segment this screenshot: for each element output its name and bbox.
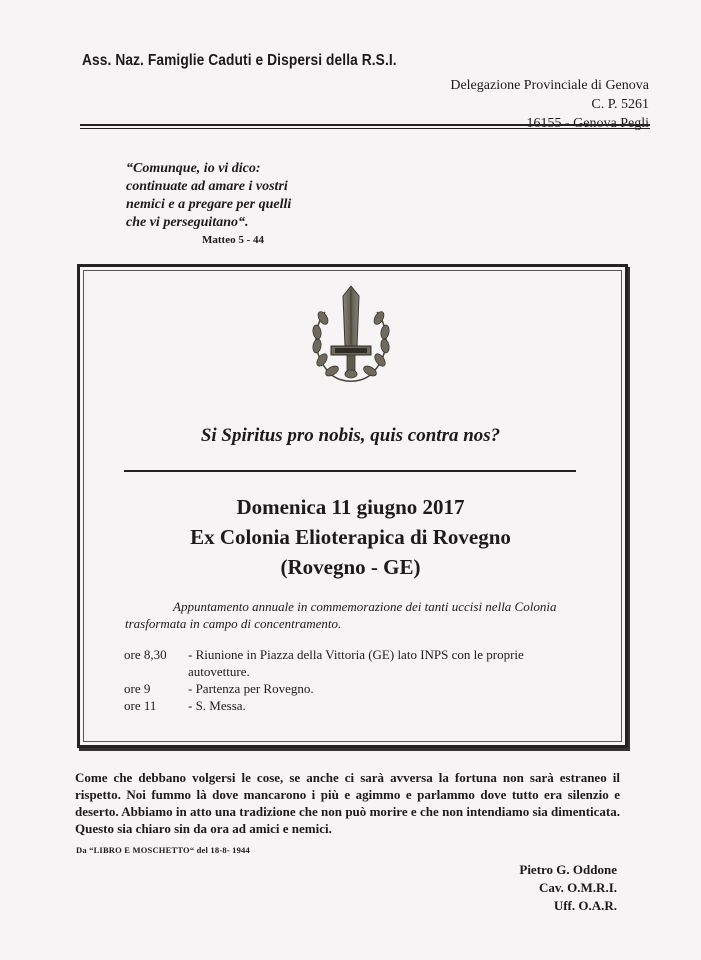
schedule-row [124,697,558,714]
schedule-desc: - Riunione in Piazza della Vittoria (GE) lato INPS con le proprie autovetture. [188,647,524,679]
schedule-row [124,646,558,680]
closing-paragraph: Come che debbano volgersi le cose, se anche ci sarà avversa la fortuna non sarà estraneo il rispetto. Noi fummo là dove mancarono i più e agimmo e parlammo dove tutto era silenzio e deserto. Abbiamo in atto una tradizione che non può morire e che non intendiamo sia dimenticata. Questo sia chiaro sin da ora ad amici e nemici. [75,770,620,836]
bible-quote [126,160,291,232]
event-intro: Appuntamento annuale in commemorazione dei tanti uccisi nella Colonia trasformata in campo di concentramento. [125,599,557,631]
header-rule [80,124,650,126]
schedule-time: ore 11 [124,698,157,713]
address-line: C. P. 5261 [591,97,649,112]
quote-reference: Matteo 5 - 44 [202,234,265,246]
quote-line: continuate ad amare i vostri [126,179,288,194]
schedule-time: ore 8,30 [124,647,167,662]
signature-line: Pietro G. Oddone [519,862,617,877]
schedule-time: ore 9 [124,681,151,696]
quote-line: nemici e a pregare per quelli [126,197,292,212]
quote-line: “Comunque, io vi dico: [126,161,261,176]
event-location: (Rovegno - GE) [280,555,421,579]
event-date: Domenica 11 giugno 2017 [236,495,465,519]
schedule [124,646,558,714]
event-place: Ex Colonia Elioterapica di Rovegno [190,525,511,549]
signature-block [519,861,617,915]
source-citation: Da “LIBRO E MOSCHETTO“ del 18-8- 1944 [76,845,250,855]
signature-line: Uff. O.A.R. [553,898,617,913]
organization-name: Ass. Naz. Famiglie Caduti e Dispersi della R.S.I. [82,52,397,69]
header-rule [80,128,650,129]
motto-divider [124,470,576,472]
signature-line: Cav. O.M.R.I. [539,880,617,895]
quote-line: che vi perseguitano“. [126,215,249,230]
schedule-row [124,680,558,697]
schedule-desc: - S. Messa. [188,698,246,713]
dagger-laurel-emblem-icon [303,282,399,390]
motto: Si Spiritus pro nobis, quis contra nos? [200,425,501,446]
schedule-desc: - Partenza per Rovegno. [188,681,314,696]
address-line: Delegazione Provinciale di Genova [450,78,649,93]
